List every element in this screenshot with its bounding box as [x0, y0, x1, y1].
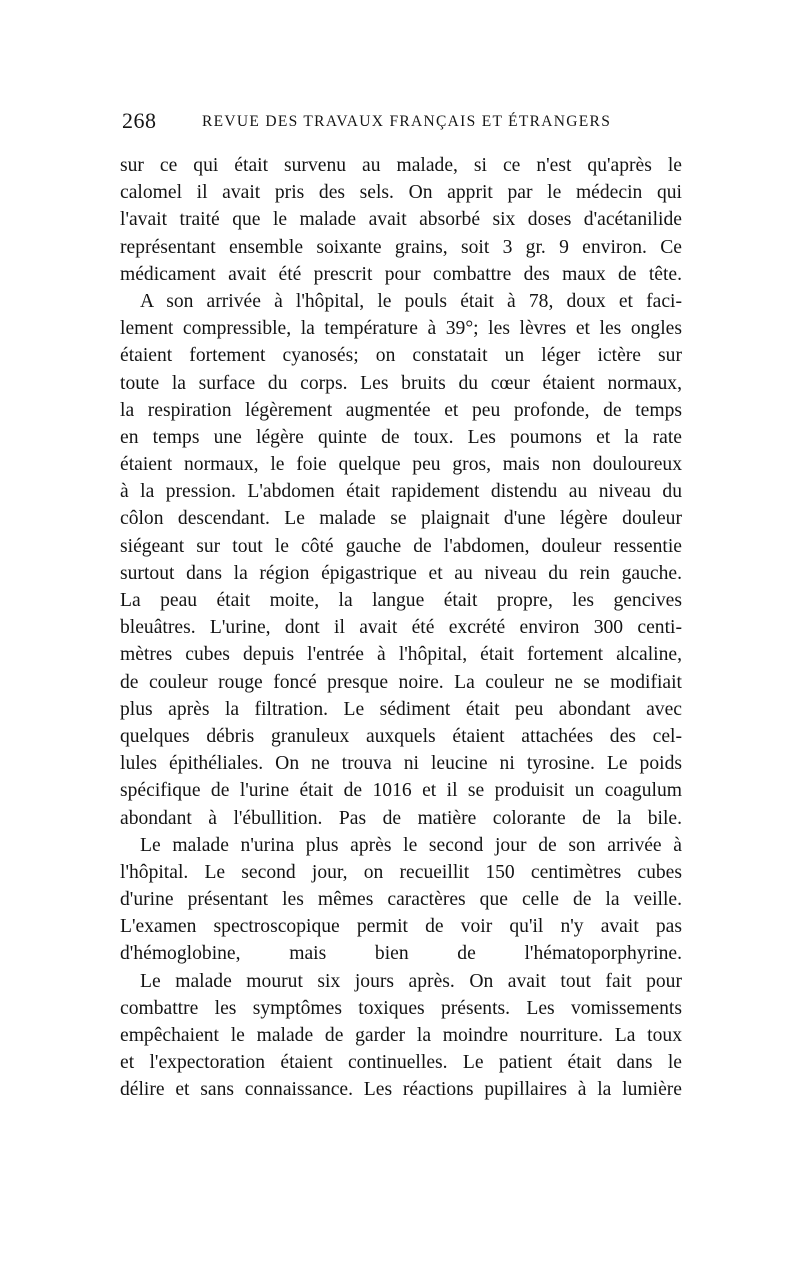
text-line: représentant ensemble soixante grains, soit 3 gr. 9 environ. Ce [120, 236, 682, 258]
book-page [120, 108, 682, 1104]
text-line: Le malade n'urina plus après le second jour de son arrivée à [140, 834, 682, 856]
body-text [120, 152, 682, 1104]
text-line: abondant à l'ébullition. Pas de matière colorante de la bile. [120, 807, 682, 829]
text-line: d'urine présentant les mêmes caractères que celle de la veille. [120, 889, 682, 911]
text-line: mètres cubes depuis l'entrée à l'hôpital, était fortement alcaline, [120, 644, 682, 666]
text-line: à la pression. L'abdomen était rapidement distendu au niveau du [120, 481, 682, 503]
page-number: 268 [122, 108, 157, 133]
text-line: délire et sans connaissance. Les réactions pupillaires à la lumière [120, 1079, 682, 1101]
text-line: l'avait traité que le malade avait absorbé six doses d'acétanilide [120, 209, 682, 231]
text-line: lement compressible, la température à 39°; les lèvres et les ongles [120, 318, 682, 340]
text-line: étaient normaux, le foie quelque peu gros, mais non douloureux [120, 454, 682, 476]
page-header [120, 108, 682, 150]
text-line: de couleur rouge foncé presque noire. La couleur ne se modifiait [120, 671, 682, 693]
text-line: La peau était moite, la langue était propre, les gencives [120, 590, 682, 611]
text-line: étaient fortement cyanosés; on constatait un léger ictère sur [120, 345, 682, 367]
text-line: la respiration légèrement augmentée et peu profonde, de temps [120, 399, 682, 421]
running-title: REVUE DES TRAVAUX FRANÇAIS ET ÉTRANGERS [202, 113, 612, 130]
text-line: bleuâtres. L'urine, dont il avait été excrété environ 300 centi- [120, 617, 682, 639]
text-line: surtout dans la région épigastrique et au niveau du rein gauche. [120, 562, 682, 584]
text-line: combattre les symptômes toxiques présents. Les vomissements [120, 997, 682, 1019]
text-line: côlon descendant. Le malade se plaignait d'une légère douleur [120, 508, 682, 530]
text-line: quelques débris granuleux auxquels étaient attachées des cel- [120, 725, 682, 747]
text-line: sur ce qui était survenu au malade, si ce n'est qu'après le [120, 155, 682, 176]
text-line: spécifique de l'urine était de 1016 et il se produisit un coagulum [120, 780, 682, 802]
text-line: plus après la filtration. Le sédiment était peu abondant avec [120, 698, 682, 720]
text-line: l'hôpital. Le second jour, on recueillit 150 centimètres cubes [120, 861, 682, 883]
text-line: d'hémoglobine, mais bien de l'hématoporphyrine. [120, 943, 682, 965]
text-line: médicament avait été prescrit pour combattre des maux de tête. [120, 263, 682, 285]
text-line: toute la surface du corps. Les bruits du cœur étaient normaux, [120, 372, 682, 394]
text-line: L'examen spectroscopique permit de voir qu'il n'y avait pas [120, 916, 682, 938]
text-line: A son arrivée à l'hôpital, le pouls était à 78, doux et faci- [140, 290, 682, 312]
text-line: et l'expectoration étaient continuelles. Le patient était dans le [120, 1052, 682, 1074]
text-line: en temps une légère quinte de toux. Les poumons et la rate [120, 426, 682, 448]
text-line: lules épithéliales. On ne trouva ni leucine ni tyrosine. Le poids [120, 753, 682, 775]
text-line: empêchaient le malade de garder la moindre nourriture. La toux [120, 1025, 682, 1046]
text-line: Le malade mourut six jours après. On avait tout fait pour [140, 970, 682, 992]
text-line: calomel il avait pris des sels. On apprit par le médecin qui [120, 182, 682, 204]
text-line: siégeant sur tout le côté gauche de l'abdomen, douleur ressentie [120, 535, 682, 557]
